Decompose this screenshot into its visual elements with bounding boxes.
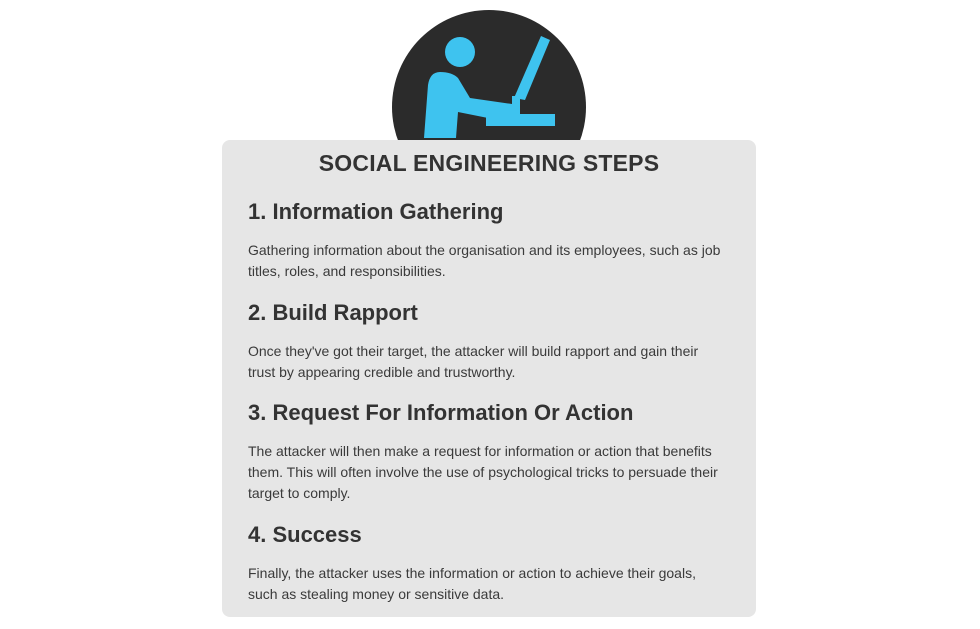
step-1 [248,198,726,282]
step-body: Gathering information about the organisation and its employees, such as job titles, roles, and responsibilities. [248,242,721,279]
step-body: Once they've got their target, the attacker will build rapport and gain their trust by appearing credible and trustworthy. [248,343,699,380]
step-2 [248,299,726,383]
step-3 [248,399,726,504]
step-heading: 2. Build Rapport [248,300,418,325]
step-4 [248,521,726,605]
card-title: SOCIAL ENGINEERING STEPS [318,150,660,176]
step-heading: 4. Success [248,522,362,547]
step-heading: 1. Information Gathering [248,199,504,224]
step-heading: 3. Request For Information Or Action [248,400,634,425]
steps-card [222,140,756,617]
step-body: The attacker will then make a request for information or action that benefits them. This will often involve the use of psychological tricks to persuade their target to comply. [248,443,718,501]
step-body: Finally, the attacker uses the information or action to achieve their goals, such as stealing money or sensitive data. [248,565,696,602]
person-at-computer-icon [0,0,980,150]
